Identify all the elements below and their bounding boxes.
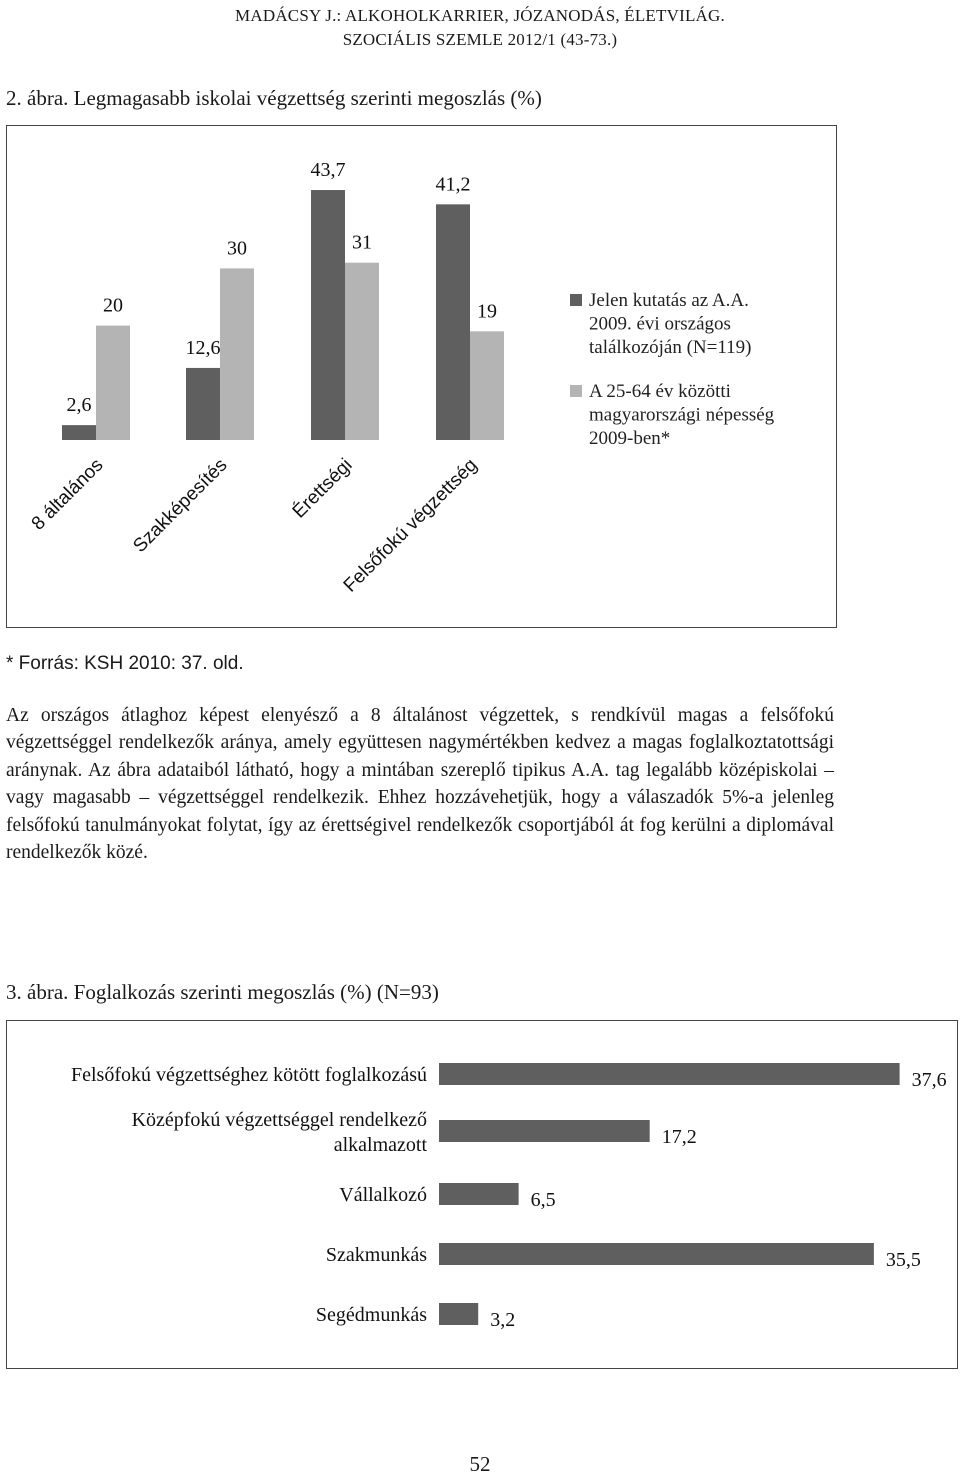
figure2-chart-area bbox=[6, 125, 837, 628]
bar-survey-4 bbox=[436, 204, 470, 440]
data-label-2: 17,2 bbox=[661, 1126, 697, 1148]
legend-label-2-line-3: 2009-ben* bbox=[589, 428, 671, 449]
running-header-journal: SZOCIÁLIS SZEMLE 2012/1 (43-73.) bbox=[342, 30, 618, 49]
bar-population-4 bbox=[470, 331, 504, 440]
data-label-3: 6,5 bbox=[530, 1189, 556, 1211]
data-label-survey-4: 41,2 bbox=[435, 173, 471, 196]
bar-survey-3 bbox=[311, 190, 345, 440]
bar-4 bbox=[439, 1243, 874, 1265]
figure3-caption: 3. ábra. Foglalkozás szerinti megoszlás (%) (N=93) bbox=[6, 980, 439, 1004]
x-axis-label-2: Szakképesítés bbox=[129, 454, 232, 557]
bar-3 bbox=[439, 1183, 519, 1205]
bar-survey-2 bbox=[186, 368, 220, 440]
bar-1 bbox=[439, 1063, 900, 1085]
bar-survey-1 bbox=[62, 425, 96, 440]
data-label-1: 37,6 bbox=[911, 1069, 947, 1091]
education-bar-chart bbox=[7, 126, 836, 627]
legend-label-2-line-2: magyarországi népesség bbox=[589, 404, 775, 426]
bar-2 bbox=[439, 1120, 650, 1142]
body-paragraph: Az országos átlaghoz képest elenyésző a 8 általánost végzettek, s rendkívül magas a felsőfokú végzettséggel rendelkezők aránya, amely együttesen nagymértékben kedvez a magas foglalkoztatottsági aránynak. Az ábra adataiból látható, hogy a mintában szereplő tipikus A.A. tag legalább középiskolai – vagy magasabb – végzettséggel rendelkezik. Ehhez hozzávehetjük, hogy a válaszadók 5%-a jelenleg felsőfokú tanulmányokat folytat, így az érettségivel rendelkezők csoportjából át fog kerülni a diplomával rendelkezők közé. bbox=[6, 705, 834, 864]
data-label-4: 35,5 bbox=[885, 1249, 921, 1271]
legend-label-1-line-2: 2009. évi országos bbox=[589, 313, 731, 335]
data-label-population-1: 20 bbox=[103, 294, 123, 317]
data-label-population-3: 31 bbox=[352, 231, 372, 254]
page-number: 52 bbox=[469, 1452, 491, 1476]
legend-label-1-line-3: találkozóján (N=119) bbox=[589, 337, 752, 358]
figure3-chart-area bbox=[6, 1020, 958, 1369]
legend-label-1-line-1: Jelen kutatás az A.A. bbox=[589, 290, 749, 311]
bar-5 bbox=[439, 1303, 478, 1325]
category-label-2-line-1: Középfokú végzettséggel rendelkező bbox=[131, 1109, 427, 1131]
source-note: * Forrás: KSH 2010: 37. old. bbox=[6, 653, 244, 674]
bar-population-3 bbox=[345, 263, 379, 440]
data-label-5: 3,2 bbox=[490, 1309, 516, 1331]
legend-label-2-line-1: A 25-64 év közötti bbox=[589, 381, 731, 402]
figure2-caption: 2. ábra. Legmagasabb iskolai végzettség szerinti megoszlás (%) bbox=[6, 86, 542, 110]
data-label-population-2: 30 bbox=[227, 237, 247, 260]
occupation-bar-chart bbox=[7, 1021, 957, 1368]
x-axis-label-4: Felsőfokú végzettség bbox=[339, 454, 482, 597]
data-label-survey-2: 12,6 bbox=[185, 336, 221, 359]
legend-swatch-2 bbox=[570, 385, 582, 397]
category-label-4: Szakmunkás bbox=[325, 1244, 427, 1266]
data-label-survey-1: 2,6 bbox=[66, 394, 92, 417]
x-axis-label-1: 8 általános bbox=[27, 454, 108, 535]
bar-population-1 bbox=[96, 326, 130, 440]
x-axis-label-3: Érettségi bbox=[288, 454, 357, 523]
legend-swatch-1 bbox=[570, 294, 582, 306]
category-label-3: Vállalkozó bbox=[339, 1184, 427, 1206]
category-label-5: Segédmunkás bbox=[315, 1304, 427, 1326]
category-label-1: Felsőfokú végzettséghez kötött foglalkozású bbox=[70, 1064, 427, 1086]
data-label-population-4: 19 bbox=[477, 300, 497, 323]
category-label-2-line-2: alkalmazott bbox=[333, 1134, 427, 1156]
running-header-authors: MADÁCSY J.: ALKOHOLKARRIER, JÓZANODÁS, ÉLETVILÁG. bbox=[235, 6, 725, 25]
data-label-survey-3: 43,7 bbox=[310, 159, 346, 182]
bar-population-2 bbox=[220, 268, 254, 440]
